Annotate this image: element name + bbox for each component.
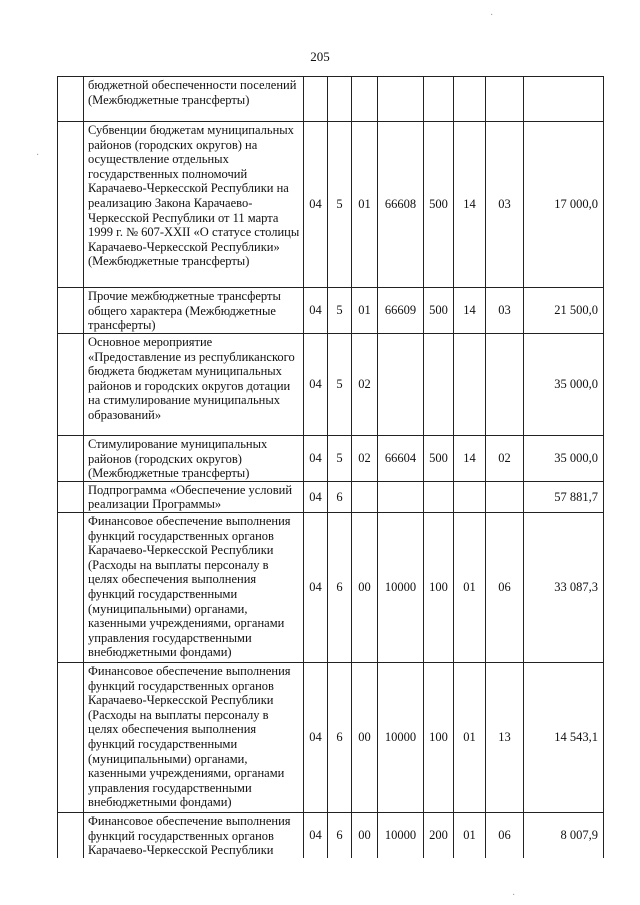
row-description: Стимулирование муниципальных районов (городских округов) (Межбюджетные трансферты) [84, 436, 304, 482]
code-cell: 04 [304, 288, 328, 334]
margin-cell [58, 436, 84, 482]
code-cell: 04 [304, 436, 328, 482]
code-cell [328, 77, 352, 122]
scan-speck: · [490, 10, 494, 21]
code-cell: 04 [304, 334, 328, 436]
row-description: Подпрограмма «Обеспечение условий реализации Программы» [84, 481, 304, 512]
code-cell: 66608 [378, 122, 424, 288]
code-cell: 500 [424, 436, 454, 482]
table-row [58, 288, 604, 334]
code-cell: 06 [486, 512, 524, 662]
table-row [58, 812, 604, 857]
table-row [58, 662, 604, 812]
code-cell: 500 [424, 122, 454, 288]
row-description: Основное мероприятие «Предоставление из республиканского бюджета бюджетам муниципальных районов и городских округов дотации на стимулирование муниципальных образований» [84, 334, 304, 436]
margin-cell [58, 662, 84, 812]
code-cell: 04 [304, 662, 328, 812]
code-cell: 01 [454, 662, 486, 812]
code-cell: 6 [328, 481, 352, 512]
code-cell: 00 [352, 812, 378, 857]
row-description: Прочие межбюджетные трансферты общего характера (Межбюджетные трансферты) [84, 288, 304, 334]
table-row [58, 122, 604, 288]
code-cell: 500 [424, 288, 454, 334]
code-cell [352, 481, 378, 512]
code-cell: 5 [328, 436, 352, 482]
code-cell: 6 [328, 662, 352, 812]
page-number: 205 [310, 49, 330, 64]
code-cell: 10000 [378, 812, 424, 857]
code-cell [486, 334, 524, 436]
code-cell [352, 77, 378, 122]
code-cell [424, 77, 454, 122]
amount-cell [524, 77, 604, 122]
amount-cell: 21 500,0 [524, 288, 604, 334]
code-cell [454, 481, 486, 512]
code-cell: 14 [454, 288, 486, 334]
amount-cell: 35 000,0 [524, 436, 604, 482]
code-cell [454, 334, 486, 436]
code-cell: 01 [352, 288, 378, 334]
code-cell: 10000 [378, 662, 424, 812]
code-cell [486, 481, 524, 512]
code-cell [378, 334, 424, 436]
code-cell: 02 [352, 334, 378, 436]
amount-cell: 8 007,9 [524, 812, 604, 857]
margin-cell [58, 122, 84, 288]
margin-cell [58, 512, 84, 662]
code-cell [486, 77, 524, 122]
margin-cell [58, 334, 84, 436]
code-cell: 00 [352, 512, 378, 662]
code-cell: 01 [454, 812, 486, 857]
code-cell: 100 [424, 512, 454, 662]
code-cell: 03 [486, 122, 524, 288]
code-cell: 6 [328, 812, 352, 857]
margin-cell [58, 77, 84, 122]
code-cell: 04 [304, 812, 328, 857]
amount-cell: 17 000,0 [524, 122, 604, 288]
code-cell: 00 [352, 662, 378, 812]
code-cell: 01 [454, 512, 486, 662]
code-cell: 04 [304, 122, 328, 288]
table-row [58, 334, 604, 436]
code-cell [454, 77, 486, 122]
code-cell: 100 [424, 662, 454, 812]
amount-cell: 14 543,1 [524, 662, 604, 812]
amount-cell: 57 881,7 [524, 481, 604, 512]
code-cell: 02 [352, 436, 378, 482]
row-description: Финансовое обеспечение выполнения функций государственных органов Карачаево-Черкесской Республики (Расходы на выплаты персоналу в целях обеспечения выполнения функций государственными (муниципальными) органами, казенными учреждениями, органами управления государственными внебюджетными фондами) [84, 512, 304, 662]
margin-cell [58, 481, 84, 512]
row-description: Финансовое обеспечение выполнения функций государственных органов Карачаево-Черкесской Республики (Расходы на выплаты персоналу в целях обеспечения выполнения функций государственными (муниципальными) органами, казенными учреждениями, органами управления государственными внебюджетными фондами) [84, 662, 304, 812]
scan-speck: · [36, 150, 40, 161]
code-cell: 14 [454, 122, 486, 288]
budget-table [57, 76, 604, 858]
code-cell [378, 481, 424, 512]
code-cell [424, 481, 454, 512]
row-description: Субвенции бюджетам муниципальных районов (городских округов) на осуществление отдельных государственных полномочий Карачаево-Черкесской Республики на реализацию Закона Карачаево-Черкесской Республики от 11 марта 1999 г. № 607-XXII «О статусе столицы Карачаево-Черкесской Республики» (Межбюджетные трансферты) [84, 122, 304, 288]
code-cell: 02 [486, 436, 524, 482]
code-cell [424, 334, 454, 436]
code-cell: 03 [486, 288, 524, 334]
code-cell: 5 [328, 122, 352, 288]
code-cell: 14 [454, 436, 486, 482]
amount-cell: 35 000,0 [524, 334, 604, 436]
code-cell [378, 77, 424, 122]
table-row [58, 436, 604, 482]
table-row [58, 481, 604, 512]
code-cell: 10000 [378, 512, 424, 662]
code-cell: 200 [424, 812, 454, 857]
code-cell: 6 [328, 512, 352, 662]
row-description: Финансовое обеспечение выполнения функций государственных органов Карачаево-Черкесской Республики [84, 812, 304, 857]
row-description: бюджетной обеспеченности поселений (Межбюджетные трансферты) [84, 77, 304, 122]
amount-cell: 33 087,3 [524, 512, 604, 662]
code-cell: 01 [352, 122, 378, 288]
table-row [58, 77, 604, 122]
code-cell: 5 [328, 288, 352, 334]
code-cell: 5 [328, 334, 352, 436]
scan-speck: · [512, 890, 516, 901]
code-cell: 04 [304, 481, 328, 512]
code-cell [304, 77, 328, 122]
margin-cell [58, 288, 84, 334]
table-row [58, 512, 604, 662]
code-cell: 66609 [378, 288, 424, 334]
code-cell: 06 [486, 812, 524, 857]
code-cell: 66604 [378, 436, 424, 482]
code-cell: 04 [304, 512, 328, 662]
code-cell: 13 [486, 662, 524, 812]
margin-cell [58, 812, 84, 857]
